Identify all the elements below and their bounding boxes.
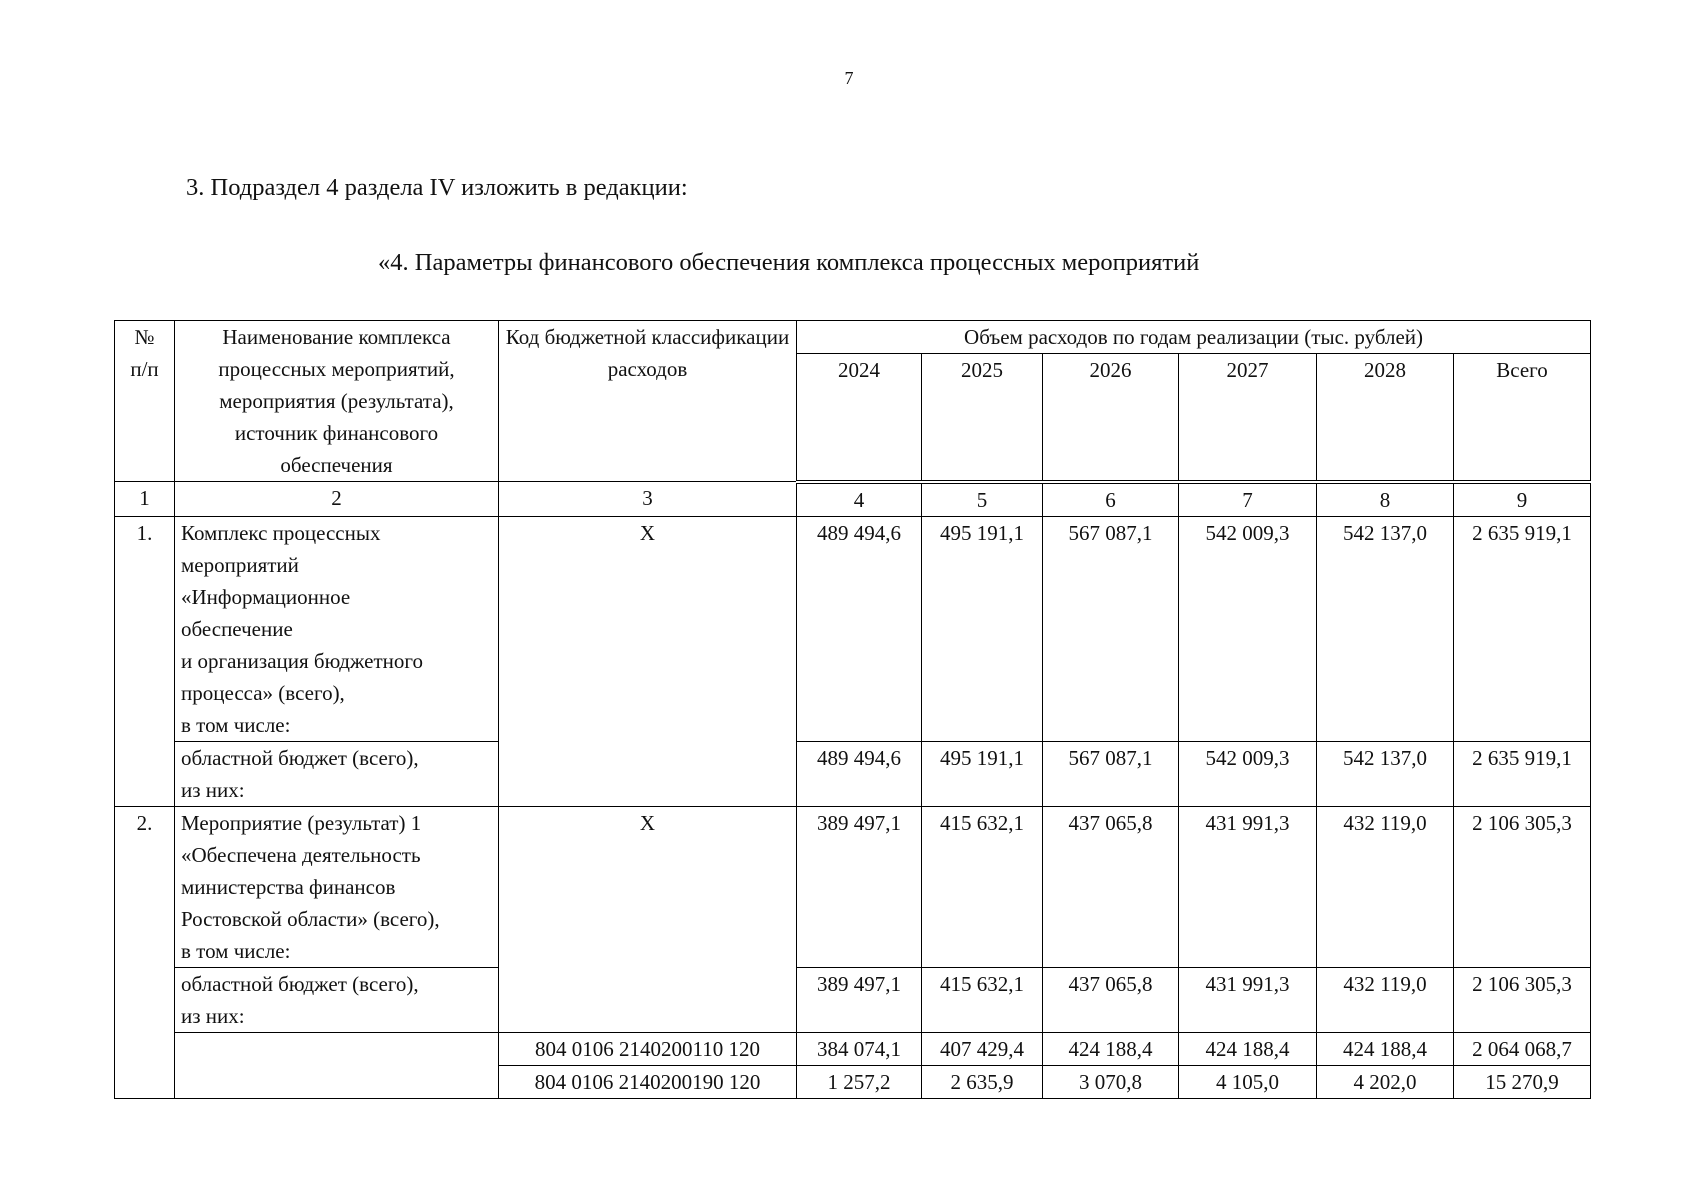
header-year: 2028 xyxy=(1317,354,1454,482)
value-total: 2 106 305,3 xyxy=(1454,806,1591,967)
table-row xyxy=(115,741,1591,806)
page-number: 7 xyxy=(844,68,854,88)
row-name-line: Ростовской области» (всего), xyxy=(181,906,440,931)
header-number-line2: п/п xyxy=(130,357,159,381)
row-name-empty xyxy=(175,1032,499,1098)
value-2024: 1 257,2 xyxy=(797,1065,922,1098)
header-name: Наименование комплекса процессных мероприятий, мероприятия (результата), источник финансового обеспечения xyxy=(175,321,499,482)
value-2025: 407 429,4 xyxy=(922,1032,1043,1065)
row-subname xyxy=(175,967,499,1032)
column-number: 5 xyxy=(922,482,1043,517)
value-2025: 415 632,1 xyxy=(922,967,1043,1032)
table-row xyxy=(115,516,1591,741)
row-name-line: процесса» (всего), xyxy=(181,680,345,705)
column-number: 9 xyxy=(1454,482,1591,517)
row-name xyxy=(175,516,499,741)
value-2024: 389 497,1 xyxy=(797,967,922,1032)
row-number: 2. xyxy=(115,806,175,1098)
value-2025: 2 635,9 xyxy=(922,1065,1043,1098)
row-name-line: обеспечение xyxy=(181,616,293,641)
value-2028: 542 137,0 xyxy=(1317,516,1454,741)
row-name-line: мероприятий xyxy=(181,552,299,577)
value-2025: 415 632,1 xyxy=(922,806,1043,967)
row-name-line: в том числе: xyxy=(181,712,291,737)
row-name-line: Комплекс процессных xyxy=(181,520,381,545)
column-number: 2 xyxy=(175,482,499,517)
value-2027: 431 991,3 xyxy=(1179,967,1317,1032)
value-2025: 495 191,1 xyxy=(922,516,1043,741)
row-code: 804 0106 2140200110 120 xyxy=(499,1032,797,1065)
value-2027: 542 009,3 xyxy=(1179,741,1317,806)
column-number: 3 xyxy=(499,482,797,517)
value-2027: 424 188,4 xyxy=(1179,1032,1317,1065)
header-year: 2027 xyxy=(1179,354,1317,482)
row-code: 804 0106 2140200190 120 xyxy=(499,1065,797,1098)
value-total: 2 635 919,1 xyxy=(1454,516,1591,741)
value-2026: 567 087,1 xyxy=(1043,516,1179,741)
value-2028: 432 119,0 xyxy=(1317,967,1454,1032)
header-code: Код бюджетной классификации расходов xyxy=(499,321,797,482)
table-title: «4. Параметры финансового обеспечения комплекса процессных мероприятий xyxy=(378,249,1200,276)
column-number: 6 xyxy=(1043,482,1179,517)
financial-parameters-table xyxy=(114,320,1591,1099)
value-2028: 542 137,0 xyxy=(1317,741,1454,806)
row-name-line: министерства финансов xyxy=(181,874,396,899)
row-name-line: областной бюджет (всего), xyxy=(181,971,419,996)
header-year: 2026 xyxy=(1043,354,1179,482)
row-name-line: Мероприятие (результат) 1 xyxy=(181,810,422,835)
value-total: 15 270,9 xyxy=(1454,1065,1591,1098)
value-total: 2 106 305,3 xyxy=(1454,967,1591,1032)
value-2028: 4 202,0 xyxy=(1317,1065,1454,1098)
instruction-text: 3. Подраздел 4 раздела IV изложить в редакции: xyxy=(186,174,688,201)
value-2027: 431 991,3 xyxy=(1179,806,1317,967)
value-2024: 389 497,1 xyxy=(797,806,922,967)
value-2028: 432 119,0 xyxy=(1317,806,1454,967)
row-name-line: «Информационное xyxy=(181,584,351,609)
header-total: Всего xyxy=(1454,354,1591,482)
value-2028: 424 188,4 xyxy=(1317,1032,1454,1065)
value-2026: 3 070,8 xyxy=(1043,1065,1179,1098)
column-number: 1 xyxy=(115,482,175,517)
value-2026: 424 188,4 xyxy=(1043,1032,1179,1065)
column-number: 4 xyxy=(797,482,922,517)
row-name-line: в том числе: xyxy=(181,938,291,963)
header-year: 2025 xyxy=(922,354,1043,482)
header-volume: Объем расходов по годам реализации (тыс. рублей) xyxy=(797,321,1591,354)
row-number: 1. xyxy=(115,516,175,806)
table-row xyxy=(115,806,1591,967)
value-2026: 437 065,8 xyxy=(1043,967,1179,1032)
header-number-line1: № xyxy=(134,325,155,349)
value-2024: 384 074,1 xyxy=(797,1032,922,1065)
header-year: 2024 xyxy=(797,354,922,482)
value-2026: 437 065,8 xyxy=(1043,806,1179,967)
value-total: 2 064 068,7 xyxy=(1454,1032,1591,1065)
row-name-line: областной бюджет (всего), xyxy=(181,745,419,770)
row-name-line: «Обеспечена деятельность xyxy=(181,842,421,867)
table-row xyxy=(115,1032,1591,1065)
column-numbers-row xyxy=(115,482,1591,517)
value-2024: 489 494,6 xyxy=(797,516,922,741)
column-number: 8 xyxy=(1317,482,1454,517)
row-name-line: из них: xyxy=(181,777,245,802)
value-total: 2 635 919,1 xyxy=(1454,741,1591,806)
row-name-line: и организация бюджетного xyxy=(181,648,423,673)
table-row xyxy=(115,967,1591,1032)
row-code: Х xyxy=(499,806,797,1032)
value-2025: 495 191,1 xyxy=(922,741,1043,806)
value-2027: 4 105,0 xyxy=(1179,1065,1317,1098)
row-name xyxy=(175,806,499,967)
row-subname xyxy=(175,741,499,806)
value-2027: 542 009,3 xyxy=(1179,516,1317,741)
row-code: Х xyxy=(499,516,797,806)
value-2026: 567 087,1 xyxy=(1043,741,1179,806)
row-name-line: из них: xyxy=(181,1003,245,1028)
value-2024: 489 494,6 xyxy=(797,741,922,806)
header-number xyxy=(115,321,175,482)
column-number: 7 xyxy=(1179,482,1317,517)
